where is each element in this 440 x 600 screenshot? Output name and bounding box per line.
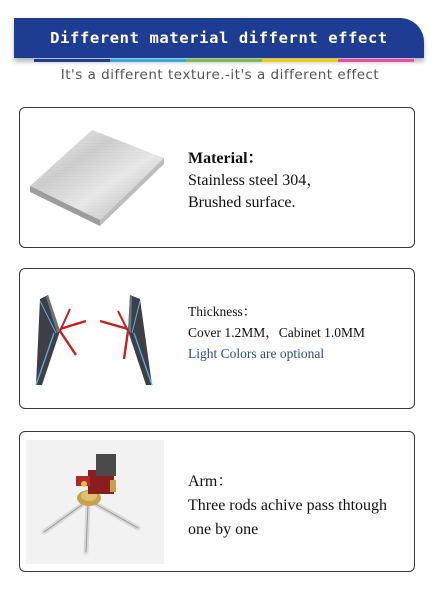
header-banner (14, 18, 424, 58)
color-stripe (34, 59, 414, 62)
arm-card (19, 431, 415, 572)
thickness-line: Cover 1.2MM，Cabinet 1.0MM (188, 325, 365, 340)
material-line: Stainless steel 304， (188, 172, 323, 189)
thickness-card (19, 268, 415, 409)
brushed-steel-plate-image (26, 120, 168, 232)
material-card (19, 107, 415, 248)
arm-heading: Arm： (188, 473, 234, 490)
light-colors-note: Light Colors are optional (188, 346, 325, 361)
arm-line: one by one (188, 521, 259, 538)
material-heading: Material： (188, 150, 264, 167)
banner-title: Different material differnt effect (50, 29, 388, 47)
arm-line: Three rods achive pass thtough (188, 497, 388, 514)
thickness-heading: Thickness： (188, 304, 257, 319)
material-line: Brushed surface. (188, 194, 296, 211)
page-subtitle: It's a different texture.-it's a different effect (60, 67, 380, 83)
three-rod-arm-mechanism-image (26, 440, 164, 564)
tripod-turnstile-pair-image (24, 289, 164, 389)
